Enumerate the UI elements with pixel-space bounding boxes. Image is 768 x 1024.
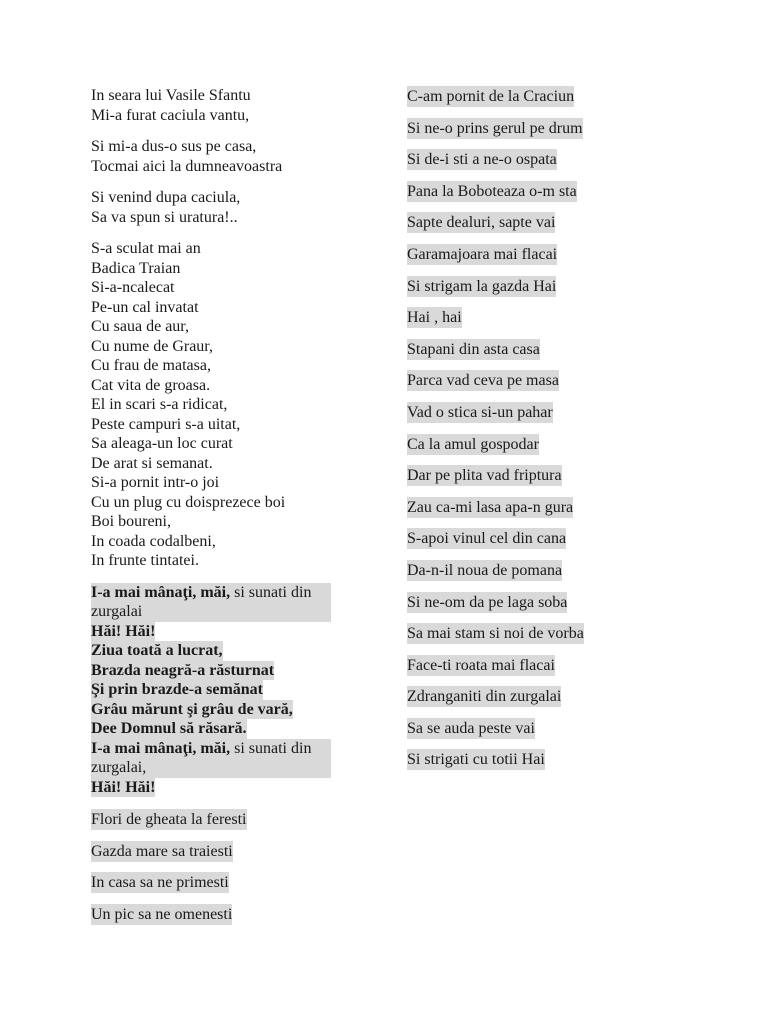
highlighted-line: Un pic sa ne omenesti [91,905,233,923]
refrain-line [91,583,331,622]
poem-line: Peste campuri s-a uitat, [91,415,241,433]
poem-line: Si mi-a dus-o sus pe casa, [91,138,257,155]
poem-line: In coada codalbeni, [91,532,216,550]
refrain-bold: I-a mai mânaţi, măi, [91,583,231,601]
highlighted-line: Gazda mare sa traiesti [91,842,233,860]
highlighted-line: Si de-i sti a ne-o ospata [407,151,557,169]
refrain-line [91,680,263,700]
right-column [407,86,727,781]
poem-line: Tocmai aici la dumneavoastra [91,157,283,175]
poem-line: Cu nume de Graur, [91,337,213,355]
poem-line: Badica Traian [91,259,181,277]
refrain-rest: si sunati din zurgalai [91,583,312,620]
poem-line: El in scari s-a ridicat, [91,396,228,413]
highlighted-line: Zau ca-mi lasa apa-n gura [407,498,574,516]
highlighted-line: Pana la Boboteaza o-m sta [407,182,577,200]
refrain-bold: Ziua toată a lucrat, [91,642,223,659]
highlighted-line: Sa se auda peste vai [407,719,535,737]
refrain-bold: Hăi! Hăi! [91,778,156,796]
highlighted-line: Da-n-il noua de pomana [407,561,563,579]
refrain-line [91,622,155,642]
stanza-1 [91,86,361,125]
highlighted-line: Hai , hai [407,309,462,327]
poem-line: Cu saua de aur, [91,318,189,335]
highlighted-line: Stapani din asta casa [407,340,540,358]
refrain-line [91,719,247,739]
poem-line: Si venind dupa caciula, [91,189,241,206]
refrain-line [91,778,155,798]
refrain-bold: Dee Domnul să răsară. [91,720,247,737]
highlighted-line: Flori de gheata la feresti [91,811,247,828]
poem-line: Cu un plug cu doisprezece boi [91,493,286,511]
poem-line: Pe-un cal invatat [91,298,199,316]
highlighted-line: Si ne-om da pe laga soba [407,593,568,611]
refrain-bold: Şi prin brazde-a semănat [91,681,263,698]
highlighted-line: In casa sa ne primesti [91,874,229,892]
refrain-line [91,641,223,661]
refrain-block [91,583,361,798]
refrain-bold: I-a mai mânaţi, măi, [91,739,231,757]
refrain-rest: si sunati din zurgalai, [91,739,312,776]
refrain-bold: Brazda neagră-a răsturnat [91,661,275,679]
boxed-lines-left [91,809,361,925]
highlighted-line: Garamajoara mai flacai [407,245,558,263]
refrain-line [91,700,293,720]
highlighted-line: Si strigam la gazda Hai [407,277,557,295]
highlighted-line: Ca la amul gospodar [407,435,539,453]
highlighted-line: Face-ti roata mai flacai [407,656,555,674]
poem-line: Sa va spun si uratura!.. [91,208,238,226]
refrain-bold: Hăi! Hăi! [91,622,156,640]
highlighted-line: Zdranganiti din zurgalai [407,688,562,706]
left-column [91,86,361,935]
highlighted-line: S-apoi vinul cel din cana [407,530,567,548]
poem-line: Cat vita de groasa. [91,376,211,394]
poem-line: Si-a pornit intr-o joi [91,474,220,491]
stanza-2 [91,137,361,176]
poem-line: De arat si semanat. [91,454,213,472]
highlighted-line: Parca vad ceva pe masa [407,372,559,390]
highlighted-line: Vad o stica si-un pahar [407,403,553,421]
refrain-line [91,739,331,778]
poem-line: Sa aleaga-un loc curat [91,435,233,452]
highlighted-line: Sapte dealuri, sapte vai [407,214,556,232]
highlighted-line: Si strigati cu totii Hai [407,751,545,769]
refrain-line [91,661,274,681]
highlighted-line: Dar pe plita vad friptura [407,467,562,485]
highlighted-line: Si ne-o prins gerul pe drum [407,119,583,137]
poem-line: In seara lui Vasile Sfantu [91,87,251,104]
highlighted-line: C-am pornit de la Craciun [407,88,575,105]
stanza-3 [91,188,361,227]
poem-line: Mi-a furat caciula vantu, [91,106,250,124]
poem-line: Cu frau de matasa, [91,357,211,374]
refrain-bold: Grâu mărunt şi grâu de vară, [91,700,293,718]
poem-line: S-a sculat mai an [91,240,201,257]
poem-line: Boi boureni, [91,513,171,530]
poem-line: Si-a-ncalecat [91,279,175,296]
highlighted-line: Sa mai stam si noi de vorba [407,625,584,643]
stanza-4 [91,239,361,571]
poem-line: In frunte tintatei. [91,552,199,569]
